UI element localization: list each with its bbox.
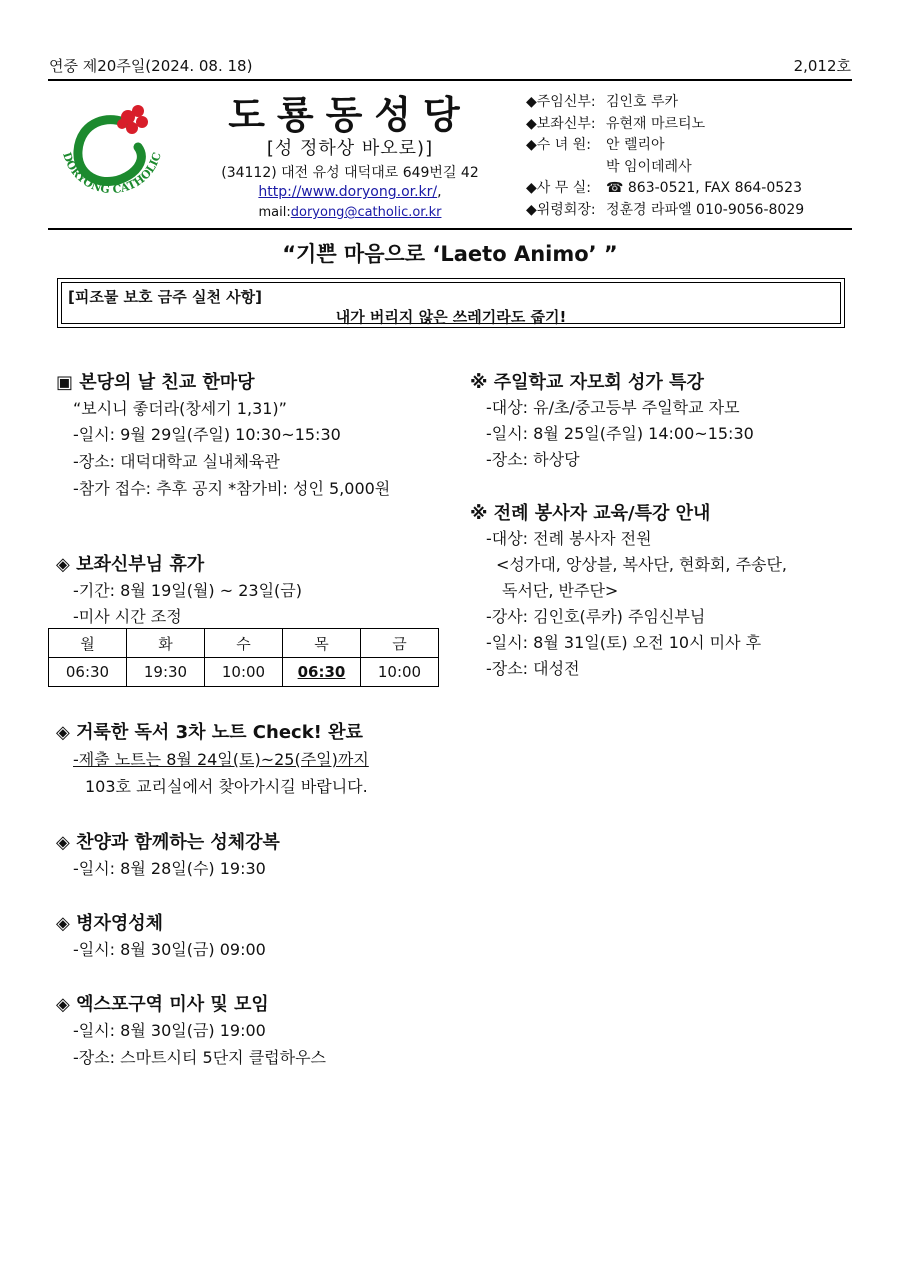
staff-row <box>526 178 804 200</box>
staff-value: ☎ 863-0521, FAX 864-0523 <box>606 180 802 196</box>
schedule-time-highlight: 06:30 <box>283 658 361 687</box>
section-title: ◈ 거룩한 독서 3차 노트 Check! 완료 <box>56 722 363 743</box>
section-title: ※ 전례 봉사자 교육/특강 안내 <box>470 503 711 524</box>
notice-text: 내가 버리지 않은 쓰레기라도 줍기! <box>335 308 567 326</box>
website-suffix: , <box>437 184 442 200</box>
website-line <box>200 184 500 200</box>
schedule-day: 목 <box>283 629 361 658</box>
section-line: -일시: 8월 28일(수) 19:30 <box>73 859 266 878</box>
section-title: ◈ 병자영성체 <box>56 913 164 934</box>
issue-number: 2,012호 <box>793 57 851 75</box>
staff-row <box>526 157 804 179</box>
schedule-day: 화 <box>127 629 205 658</box>
section-line: -장소: 스마트시티 5단지 클럽하우스 <box>73 1048 326 1067</box>
schedule-day: 수 <box>205 629 283 658</box>
section-line: -일시: 9월 29일(주일) 10:30~15:30 <box>73 425 341 444</box>
schedule-day: 금 <box>361 629 439 658</box>
mass-schedule-table <box>48 628 439 687</box>
notice-title: [피조물 보호 금주 실천 사항] <box>68 288 262 306</box>
section-line: -장소: 대성전 <box>486 659 580 678</box>
schedule-time: 10:00 <box>361 658 439 687</box>
header-top-rule <box>48 79 852 81</box>
logo-text: DORYONG CATHOLIC <box>60 150 164 197</box>
section-line: -기간: 8월 19일(월) ~ 23일(금) <box>73 581 302 600</box>
section-line-underlined: -제출 노트는 8월 24일(토)~25(주일)까지 <box>73 750 369 769</box>
staff-label: ◆사 무 실: <box>526 180 591 196</box>
schedule-time: 06:30 <box>49 658 127 687</box>
staff-value: 정훈경 라파엘 010-9056-8029 <box>606 201 805 218</box>
section-line: -미사 시간 조정 <box>73 607 182 626</box>
header-bottom-rule <box>48 228 852 230</box>
website-link[interactable]: http://www.doryong.or.kr/ <box>258 184 438 200</box>
issue-date: 연중 제20주일(2024. 08. 18) <box>49 57 253 75</box>
notice-box <box>57 278 845 328</box>
email-link[interactable]: doryong@catholic.or.kr <box>290 205 442 220</box>
section-line: -대상: 전례 봉사자 전원 <box>486 529 652 548</box>
staff-value: 안 렐리아 <box>606 137 665 153</box>
staff-list <box>526 92 804 221</box>
section-line: -일시: 8월 30일(금) 19:00 <box>73 1021 266 1040</box>
staff-label: ◆보좌신부: <box>526 115 596 132</box>
schedule-times-row <box>49 658 439 687</box>
schedule-day: 월 <box>49 629 127 658</box>
section-line: -강사: 김인호(루카) 주임신부님 <box>486 607 706 626</box>
staff-row <box>526 135 804 157</box>
staff-label: ◆위령회장: <box>526 201 596 218</box>
section-line: -장소: 대덕대학교 실내체육관 <box>73 452 280 471</box>
section-line: -일시: 8월 25일(주일) 14:00~15:30 <box>486 424 754 443</box>
section-line: -장소: 하상당 <box>486 450 580 469</box>
issue-line <box>49 55 851 76</box>
section-line: -일시: 8월 30일(금) 09:00 <box>73 940 266 959</box>
section-line: -참가 접수: 추후 공지 *참가비: 성인 5,000원 <box>73 479 391 498</box>
email-label: mail: <box>258 205 291 220</box>
section-line: <성가대, 앙상블, 복사단, 현화회, 주송단, <box>496 555 788 574</box>
schedule-time: 19:30 <box>127 658 205 687</box>
schedule-days-row <box>49 629 439 658</box>
section-title: ◈ 엑스포구역 미사 및 모임 <box>56 994 269 1015</box>
section-line: 독서단, 반주단> <box>502 581 619 600</box>
staff-value: 박 임이데레사 <box>606 158 692 175</box>
staff-label: ◆수 녀 원: <box>526 137 591 153</box>
staff-row <box>526 200 804 222</box>
email-line <box>200 205 500 220</box>
section-line: 103호 교리실에서 찾아가시길 바랍니다. <box>85 777 368 796</box>
section-line: “보시니 좋더라(창세기 1,31)” <box>73 399 287 418</box>
church-name: 도룡동성당 <box>228 93 472 137</box>
staff-value: 김인호 루카 <box>606 94 679 110</box>
section-line: -일시: 8월 31일(토) 오전 10시 미사 후 <box>486 633 762 652</box>
section-line: -대상: 유/초/중고등부 주일학교 자모 <box>486 398 740 417</box>
section-title: ◈ 찬양과 함께하는 성체강복 <box>56 832 280 853</box>
section-title: ◈ 보좌신부님 휴가 <box>56 554 205 575</box>
schedule-time: 10:00 <box>205 658 283 687</box>
section-title: ※ 주일학교 자모회 성가 특강 <box>470 372 704 393</box>
notice-inner <box>61 282 841 324</box>
staff-label: ◆주임신부: <box>526 94 596 110</box>
church-address: (34112) 대전 유성 대덕대로 649번길 42 <box>221 165 479 181</box>
staff-row <box>526 114 804 136</box>
patron-saint: [성 정하상 바오로)] <box>266 138 434 159</box>
staff-row <box>526 92 804 114</box>
staff-value: 유현재 마르티노 <box>606 115 706 132</box>
weekly-theme: “기쁜 마음으로 ‘Laeto Animo’ ” <box>282 242 618 266</box>
church-logo <box>52 95 172 215</box>
section-title: ▣ 본당의 날 친교 한마당 <box>56 372 255 393</box>
